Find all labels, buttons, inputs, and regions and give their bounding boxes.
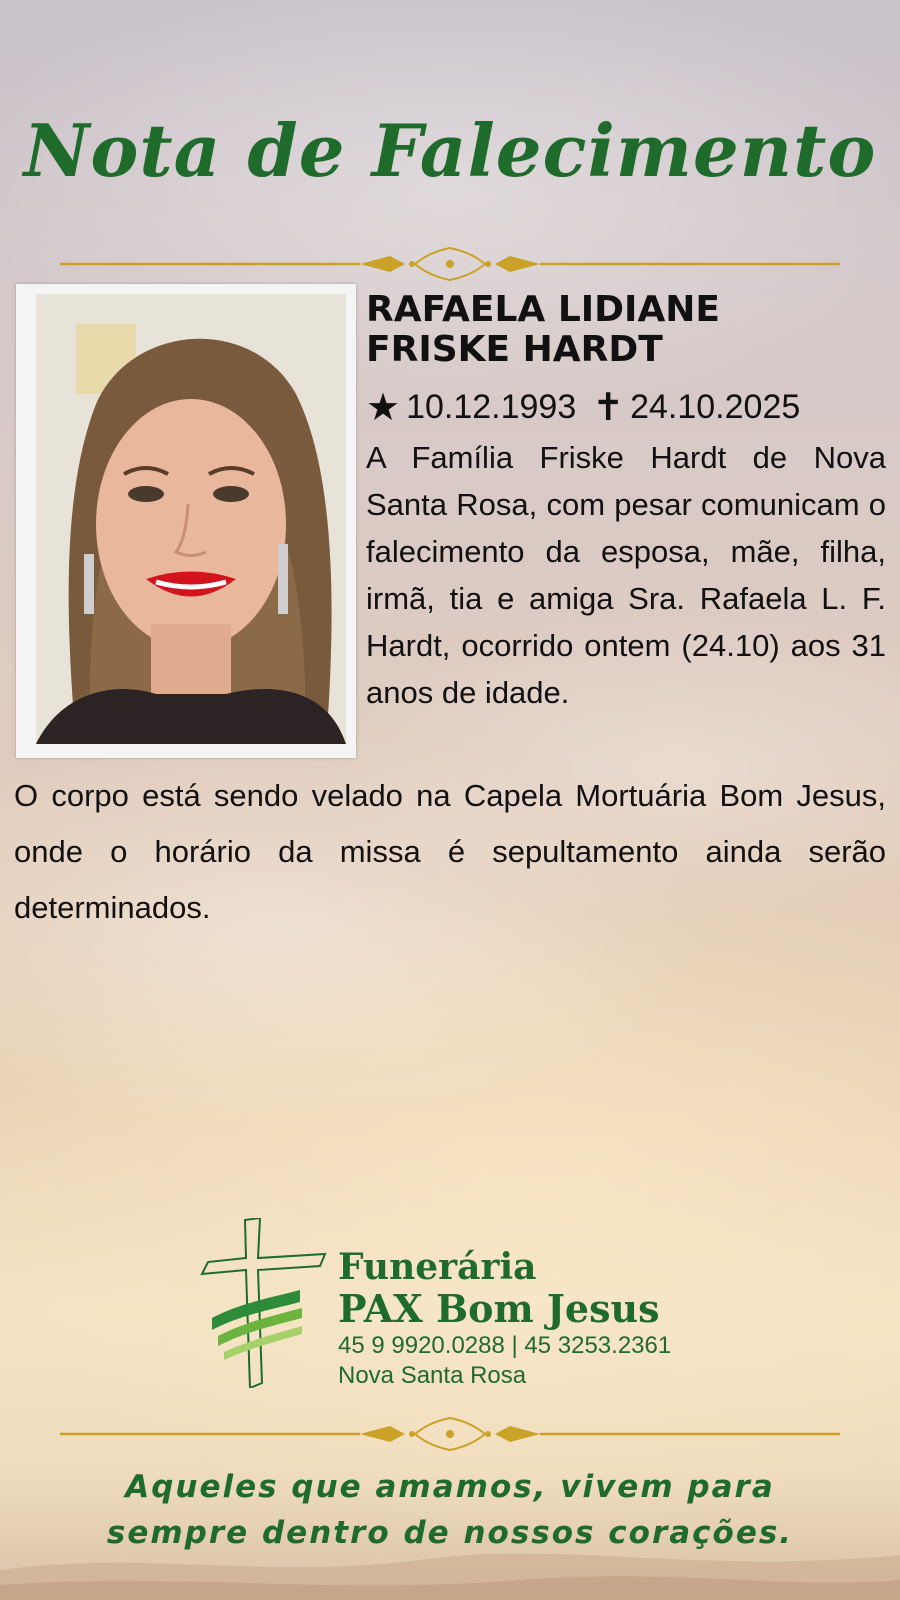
deceased-name bbox=[366, 290, 886, 370]
funeral-home-name-line2: PAX Bom Jesus bbox=[338, 1286, 660, 1331]
closing-quote-line1: Aqueles que amamos, vivem para bbox=[125, 1469, 775, 1505]
bottom-ornament-divider bbox=[60, 1416, 840, 1452]
funeral-home-phones: 45 9 9920.0288 | 45 3253.2361 bbox=[338, 1332, 672, 1359]
portrait-photo bbox=[36, 294, 346, 744]
announcement-paragraph-2: O corpo está sendo velado na Capela Mortuária Bom Jesus, onde o horário da missa é sepultamento ainda serão determinados. bbox=[14, 778, 886, 925]
page-title: Nota de Falecimento bbox=[23, 108, 877, 193]
star-icon: ★ bbox=[366, 387, 401, 429]
death-date: 24.10.2025 bbox=[630, 388, 801, 426]
funeral-home-city: Nova Santa Rosa bbox=[338, 1362, 527, 1389]
deceased-name-line1: RAFAELA LIDIANE bbox=[366, 289, 721, 330]
deceased-name-line2: FRISKE HARDT bbox=[366, 329, 663, 370]
announcement-paragraph-1: A Família Friske Hardt de Nova Santa Rosa, com pesar comunicam o falecimento da esposa, mãe, filha, irmã, tia e amiga Sra. Rafaela L. F. Hardt, ocorrido ontem (24.10) aos 31 anos de idade. bbox=[366, 440, 886, 710]
cross-icon: ✝ bbox=[592, 387, 625, 429]
birth-date: 10.12.1993 bbox=[406, 388, 577, 426]
cross-logo-icon bbox=[200, 1218, 335, 1388]
funeral-home-name-line1: Funerária bbox=[338, 1246, 537, 1288]
portrait-frame bbox=[16, 284, 356, 758]
top-ornament-divider bbox=[60, 246, 840, 282]
closing-quote-line2: sempre dentro de nossos corações. bbox=[106, 1515, 794, 1551]
life-dates bbox=[366, 385, 896, 430]
closing-quote bbox=[0, 1464, 900, 1556]
